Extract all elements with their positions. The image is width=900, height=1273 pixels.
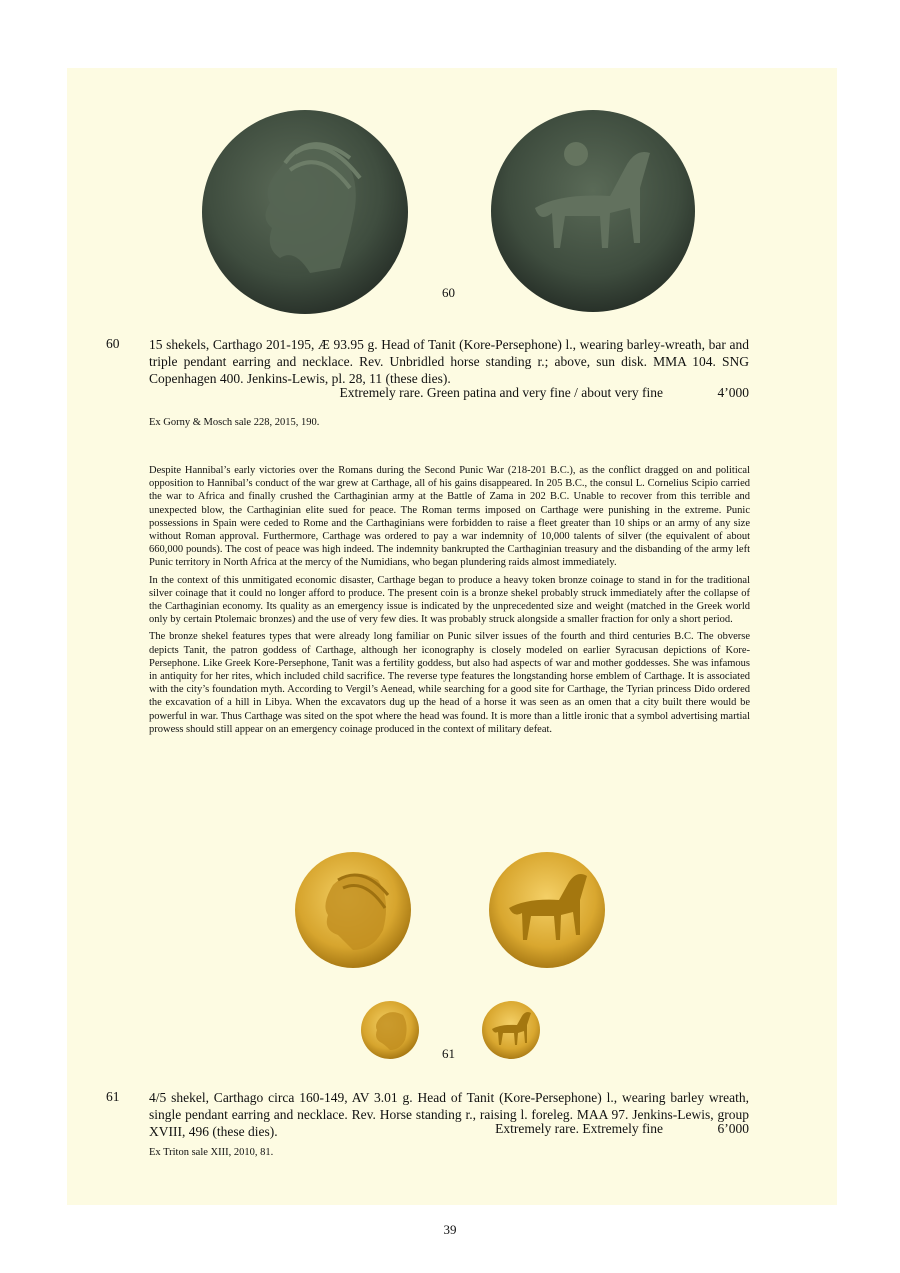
lot-61-description: 4/5 shekel, Carthago circa 160-149, AV 3.01 g. Head of Tanit (Kore-Persephone) l., wearing barley wreath, single pendant earring and necklace. Rev. Horse standing r., raising l. foreleg. MAA 97. Jenkins-Lewis, group XVIII, 496 (these dies). xyxy=(149,1090,749,1139)
coin-60-obverse-image xyxy=(200,108,410,316)
plate-number-61: 61 xyxy=(442,1046,455,1061)
essay-paragraph: The bronze shekel features types that were already long familiar on Punic silver issues of the fourth and third centuries B.C. The obverse depicts Tanit, the patron goddess of Carthage, although her iconography is closely modeled on earlier Syracusan depictions of Kore-Persephone. Like Greek Kore-Persephone, Tanit was a fertility goddess, but also had aspects of war and mother goddesses. She was infamous in antiquity for her rites, which included child sacrifice. The reverse type features the longstanding horse emblem of Carthage. It is associated with the city’s foundation myth. According to Vergil’s Aenead, while searching for a good site for Carthage, the Tyrian princess Dido ordered the excavation of a hill in Libya. When the excavators dug up the head of a horse it was seen as an omen that a city built there would be powerful in war. Thus Carthage was sited on the spot where the head was found. It is more than a little ironic that a symbol advertising martial prowess should still appear on an emergency coinage produced in the context of military defeat. xyxy=(149,631,750,735)
coin-61-obverse-actual-size xyxy=(360,1000,420,1060)
essay-paragraph: In the context of this unmitigated economic disaster, Carthage began to produce a heavy token bronze coinage to stand in for the traditional silver coinage that it could no longer afford to produce. The present coin is a bronze shekel probably struck immediately after the collapse of the Carthaginian economy. Its quality as an emergency issue is indicated by the unprecedented size and weight (matched in the Greek world only by certain Ptolemaic bronzes) and the use of very few dies. It was probably struck alongside a smaller fraction for only a short period. xyxy=(149,574,750,626)
lot-61-grade: Extremely rare. Extremely fine xyxy=(495,1121,663,1136)
page-number: 39 xyxy=(443,1222,457,1237)
lot-61-grade-line xyxy=(149,1120,749,1137)
essay-paragraph: Despite Hannibal’s early victories over the Romans during the Second Punic War (218-201 B.C.), as the conflict dragged on and political opposition to Hannibal’s conduct of the war grew at Carthage, all of his gains disappeared. In 205 B.C., the consul L. Cornelius Scipio carried the war to Africa and finally crushed the Carthaginian army at the Battle of Zama in 202 B.C. Unable to recover from this terrible and unexpected blow, the Carthaginian elite sued for peace. The Roman terms imposed on Carthage were punishing in the extreme. Punic possessions in Spain were ceded to Rome and the Carthaginians were forbidden to raise a fleet greater than 10 ships or an army of any size without Roman approval. Furthermore, Carthage was ordered to pay a war indemnity of 10,000 talents of silver (the equivalent of about 660,000 pounds). The cost of peace was high indeed. The indemnity bankrupted the Carthaginian treasury and the disbanding of the army left Punic territory in North Africa at the mercy of the Numidians, who began plundering raids almost immediately. xyxy=(149,465,750,569)
lot-60-description: 15 shekels, Carthago 201-195, Æ 93.95 g. Head of Tanit (Kore-Persephone) l., wearing barley-wreath, bar and triple pendant earring and necklace. Rev. Unbridled horse standing r.; above, sun disk. MMA 104. SNG Copenhagen 400. Jenkins-Lewis, pl. 28, 11 (these dies). xyxy=(149,337,749,386)
coin-61-reverse-image xyxy=(487,850,607,970)
lot-61-provenance: Ex Triton sale XIII, 2010, 81. xyxy=(149,1147,274,1158)
coin-61-reverse-actual-size xyxy=(481,1000,541,1060)
lot-number-61: 61 xyxy=(106,1089,120,1104)
lot-60-grade: Extremely rare. Green patina and very fine / about very fine xyxy=(339,385,663,400)
lot-61-price: 6’000 xyxy=(717,1121,749,1136)
lot-60-price: 4’000 xyxy=(717,385,749,400)
coin-60-reverse-image xyxy=(490,108,696,314)
lot-60-grade-line xyxy=(149,384,749,401)
coin-61-obverse-image xyxy=(293,850,413,970)
plate-number-60: 60 xyxy=(442,285,455,300)
lot-60-essay xyxy=(149,464,750,740)
lot-number-60: 60 xyxy=(106,336,120,351)
lot-60-provenance: Ex Gorny & Mosch sale 228, 2015, 190. xyxy=(149,417,320,428)
